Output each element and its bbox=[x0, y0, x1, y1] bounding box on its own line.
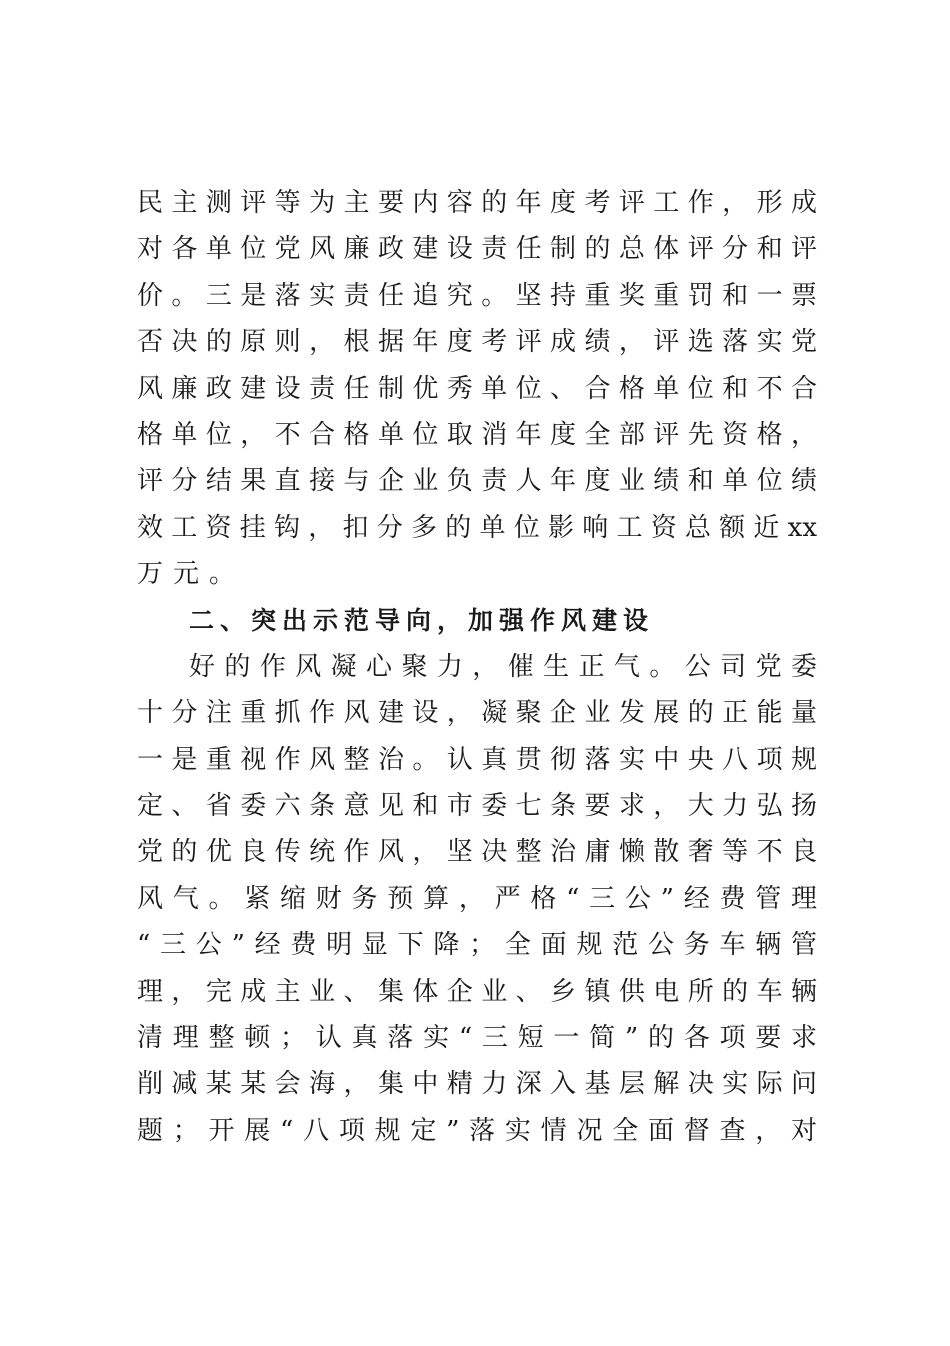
paragraph-line: 风气。紧缩财务预算，严格“三公”经费管理 bbox=[137, 883, 817, 914]
paragraph-line: 定、省委六条意见和市委七条要求，大力弘扬 bbox=[137, 791, 817, 822]
paragraph-line: 好的作风凝心聚力，催生正气。公司党委 bbox=[189, 651, 817, 682]
paragraph-line: 价。三是落实责任追究。坚持重奖重罚和一票 bbox=[137, 280, 817, 311]
paragraph-line: 风廉政建设责任制优秀单位、合格单位和不合 bbox=[137, 373, 817, 404]
paragraph-line: 民主测评等为主要内容的年度考评工作，形成 bbox=[137, 188, 817, 218]
paragraph-line: 一是重视作风整治。认真贯彻落实中央八项规 bbox=[137, 744, 817, 775]
paragraph-line: 否决的原则，根据年度考评成绩，评选落实党 bbox=[137, 327, 817, 358]
paragraph-line: 削减某某会海，集中精力深入基层解决实际问 bbox=[137, 1069, 817, 1100]
paragraph-line: 万元。 bbox=[137, 559, 246, 590]
paragraph-line: “三公”经费明显下降；全面规范公务车辆管 bbox=[137, 930, 817, 961]
paragraph-line: 评分结果直接与企业负责人年度业绩和单位绩 bbox=[137, 466, 817, 497]
document-body bbox=[137, 180, 817, 1154]
paragraph-line: 效工资挂钩，扣分多的单位影响工资总额近xx bbox=[137, 512, 817, 543]
paragraph-line: 题；开展“八项规定”落实情况全面督查，对 bbox=[137, 1115, 817, 1146]
paragraph-line: 理，完成主业、集体企业、乡镇供电所的车辆 bbox=[137, 976, 817, 1007]
paragraph-line: 清理整顿；认真落实“三短一简”的各项要求 bbox=[137, 1023, 817, 1054]
paragraph-line: 十分注重抓作风建设，凝聚企业发展的正能量 bbox=[137, 698, 817, 729]
paragraph-line: 党的优良传统作风，坚决整治庸懒散奢等不良 bbox=[137, 837, 817, 868]
section-heading: 二、突出示范导向，加强作风建设 bbox=[189, 605, 655, 635]
paragraph-line: 对各单位党风廉政建设责任制的总体评分和评 bbox=[137, 234, 817, 265]
paragraph-line: 格单位，不合格单位取消年度全部评先资格， bbox=[137, 419, 817, 450]
